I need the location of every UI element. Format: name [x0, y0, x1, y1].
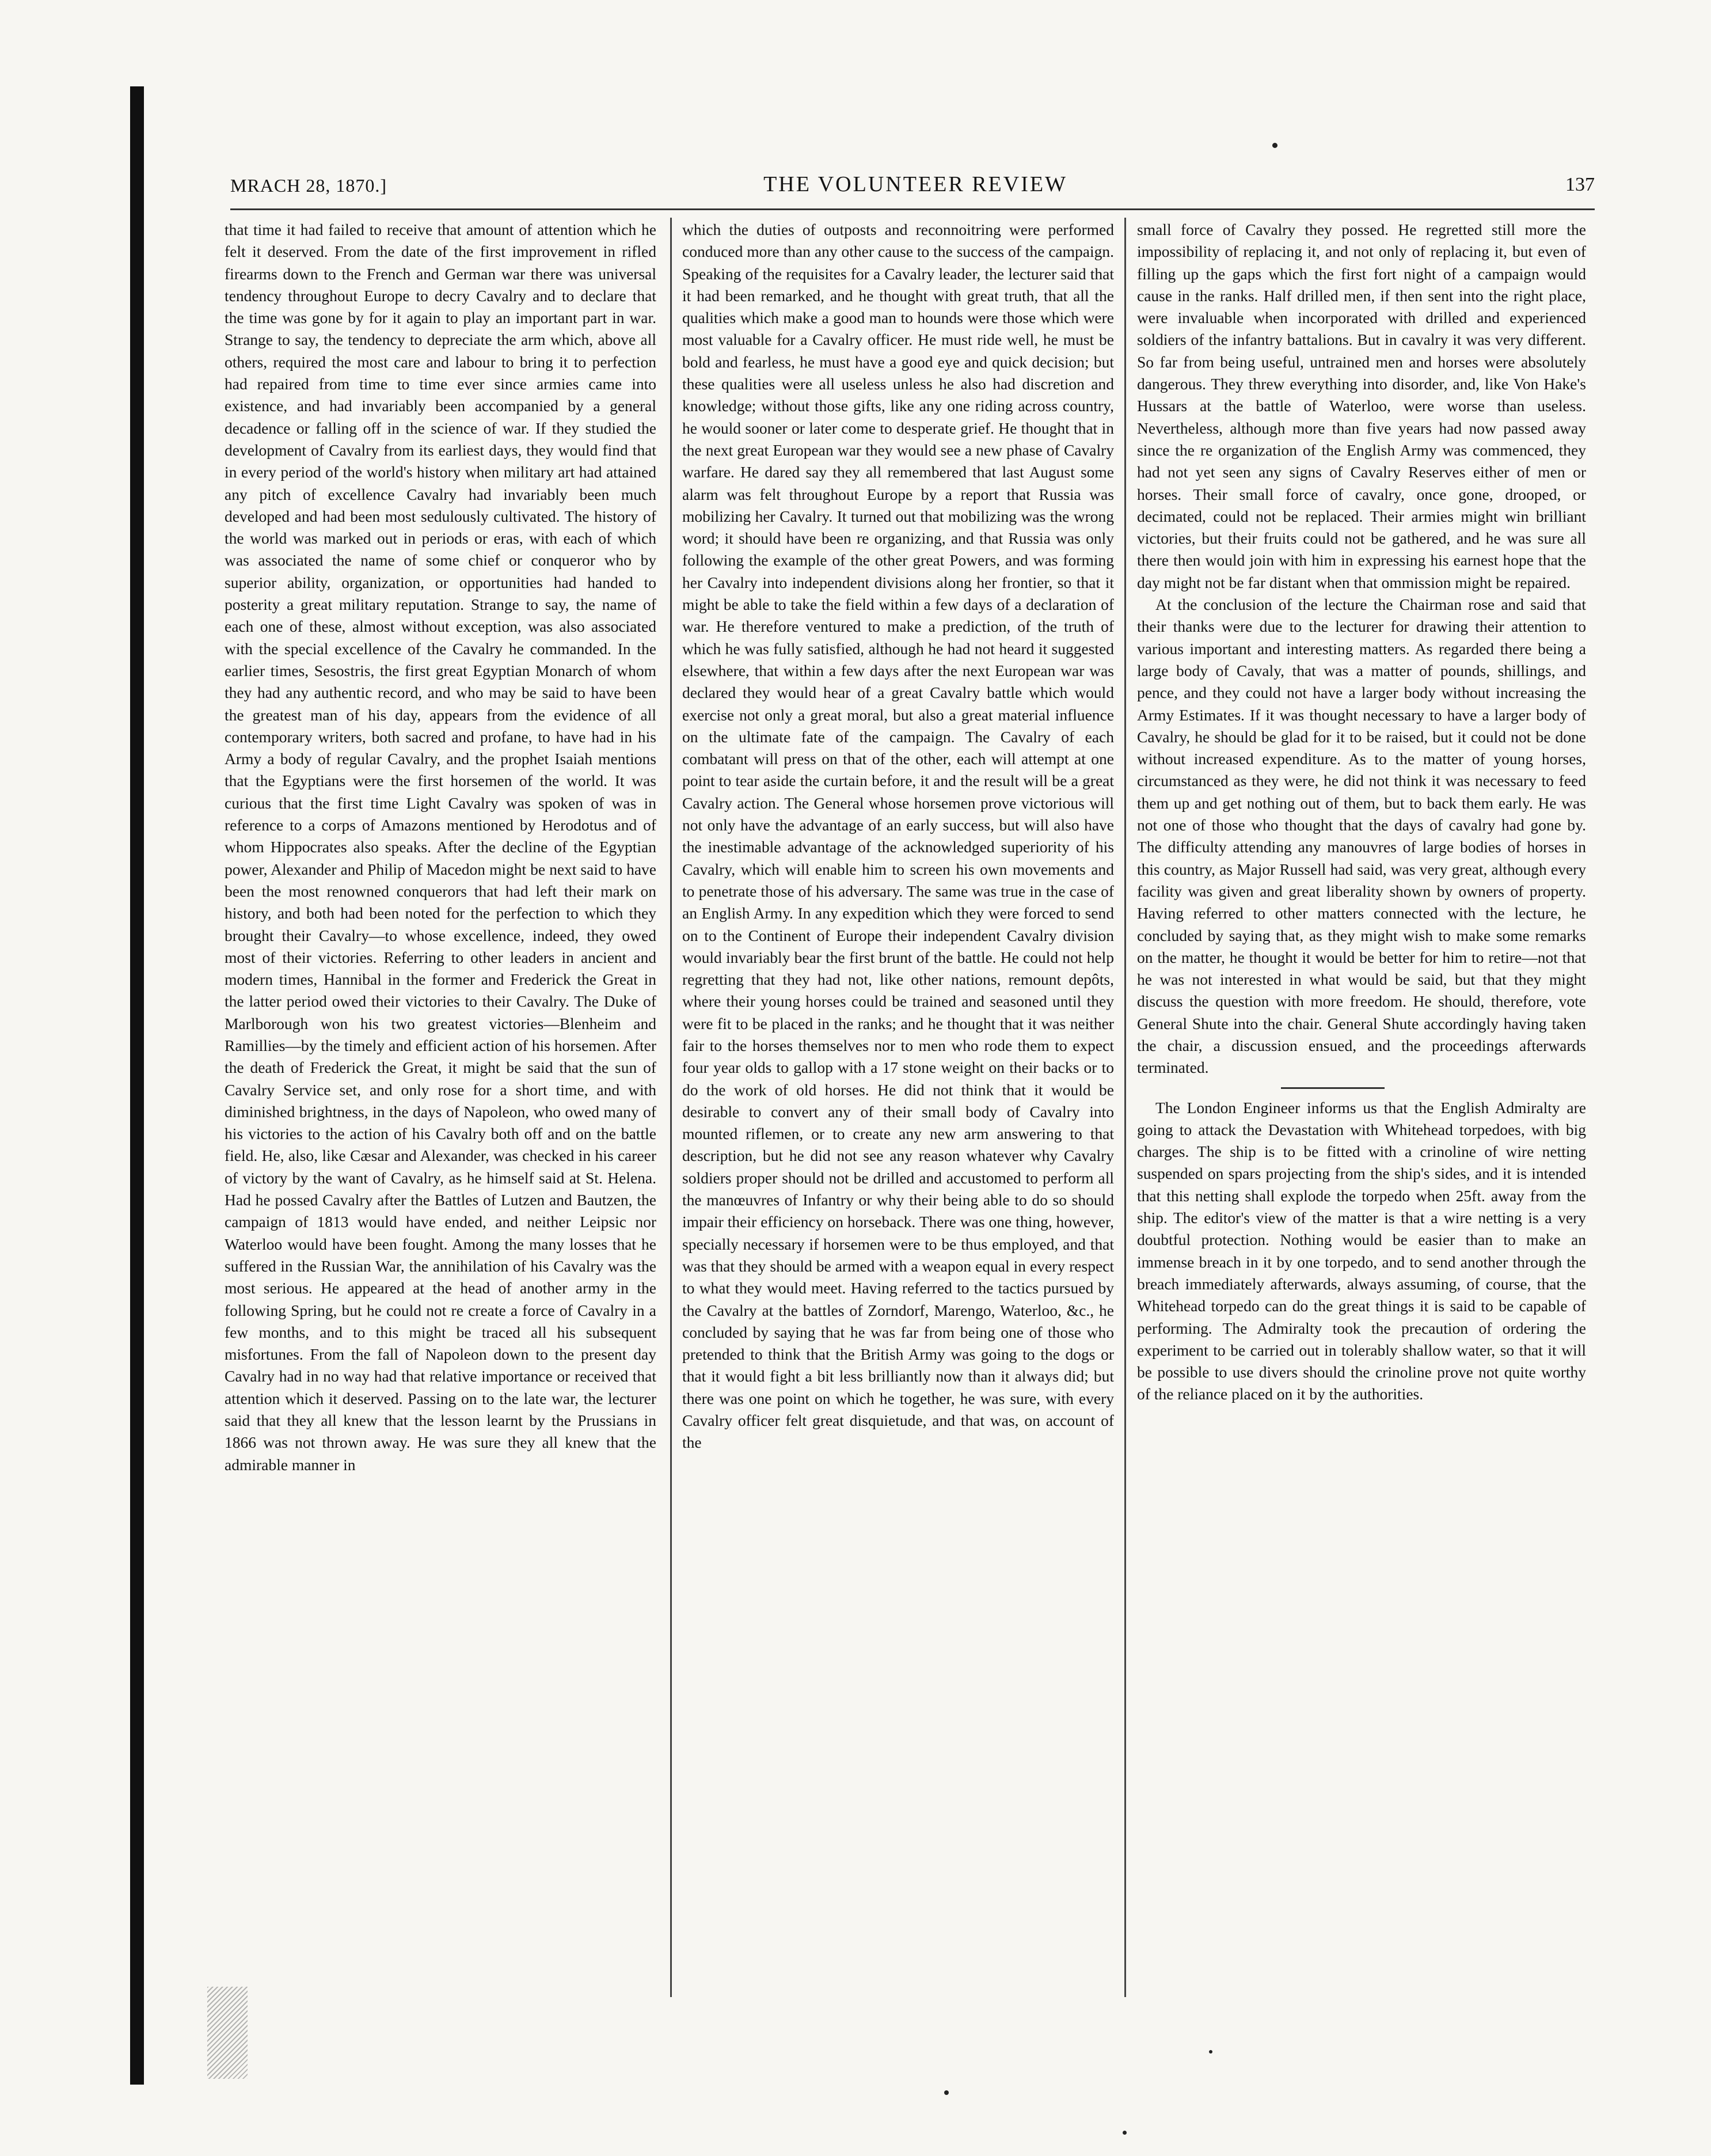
scan-speck	[1123, 2131, 1127, 2135]
section-divider	[1281, 1087, 1385, 1089]
text-column-3	[1137, 219, 1586, 2142]
text-column-2	[682, 219, 1114, 2142]
page-header	[230, 172, 1595, 206]
article-paragraph: that time it had failed to receive that amount of attention which he felt it deserved. From the date of the first improvement in rifled firearms down to the French and German war there was universal tendency throughout Europe to decry Cavalry and to declare that the time was gone by for it again to play an important part in war. Strange to say, the tendency to depreciate the arm which, above all others, required the most care and labour to bring it to perfection had repaired from time to time ever since armies came into existence, and had invariably been accompanied by a general decadence or falling off in the science of war. If they studied the development of Cavalry from its earliest days, they would find that in every period of the world's history when military art had attained any pitch of excellence Cavalry had invariably been much developed and had been most sedulously cultivated. The history of the world was marked out in periods or eras, with each of which was associated the name of some chief or conqueror who by superior ability, organization, or opportunities had handed to posterity a great military reputation. Strange to say, the name of each one of these, almost without exception, was also associated with the special excellence of the Cavalry he commanded. In the earlier times, Sesostris, the first great Egyptian Monarch of whom they had any authentic record, and who may be said to have been the greatest man of his day, appears from the evidence of all contemporary writers, both sacred and profane, to have had in his Army a body of regular Cavalry, and the prophet Isaiah mentions that the Egyptians were the first horsemen of the world. It was curious that the first time Light Cavalry was spoken of was in reference to a corps of Amazons mentioned by Herodotus and of whom Hippocrates also speaks. After the decline of the Egyptian power, Alexander and Philip of Macedon might be next said to have been the most renowned conquerors that had left their mark on history, and both had been noted for the perfection to which they brought their Cavalry—to whose excellence, indeed, they owed most of their victories. Referring to other leaders in ancient and modern times, Hannibal in the former and Frederick the Great in the latter period owed their victories to their Cavalry. The Duke of Marlborough won his two greatest victories—Blenheim and Ramillies—by the timely and efficient action of his horsemen. After the death of Frederick the Great, it might be said that the sun of Cavalry Service set, and only rose for a short time, and with diminished brightness, in the days of Napoleon, who owed many of his victories to the action of his Cavalry both off and on the battle field. He, also, like Cæsar and Alexander, was checked in his career of victory by the want of Cavalry, as he himself said at St. Helena. Had he possed Cavalry after the Battles of Lutzen and Bautzen, the campaign of 1813 would have ended, and neither Leipsic nor Waterloo would have been fought. Among the many losses that he suffered in the Russian War, the annihilation of his Cavalry was the most serious. He appeared at the head of another army in the following Spring, but he could not re create a force of Cavalry in a few months, and to this might be traced all his subsequent misfortunes. From the fall of Napoleon down to the present day Cavalry had in no way had that relative importance or received that attention which it deserved. Passing on to the late war, the lecturer said that they all knew that the lesson learnt by the Prussians in 1866 was not thrown away. He was sure they all knew that the admirable manner in	[225, 221, 656, 1474]
column-divider	[1124, 218, 1126, 1997]
scan-speck	[1272, 143, 1277, 148]
column-divider	[670, 218, 672, 1997]
issue-date: MRACH 28, 1870.]	[230, 175, 387, 196]
article-paragraph: At the conclusion of the lecture the Chairman rose and said that their thanks were due to the lecturer for drawing their attention to various important and interesting matters. As regarded there being a large body of Cavaly, that was a matter of pounds, shillings, and pence, and they could not have a larger body without increasing the Army Estimates. If it was thought necessary to have a larger body of Cavalry, he should be glad for it to be raised, but it could not be done without increased expenditure. As to the matter of young horses, circumstanced as they were, he did not think it was necessary to feed them up and get nothing out of them, but to back them early. He was not one of those who thought that the days of cavalry had gone by. The difficulty attending any manouvres of large bodies of horses in this country, as Major Russell had said, was very great, although every facility was given and great liberality shown by owners of property. Having referred to other matters connected with the lecture, he concluded by saying that, as they might wish to make some remarks on the matter, he thought it would be better for him to retire—not that he was not interested in what would be said, but that they might discuss the question with more freedom. He should, therefore, vote General Shute into the chair. General Shute accordingly having taken the chair, a discussion ensued, and the proceedings afterwards terminated.	[1137, 595, 1586, 1077]
text-column-1	[225, 219, 656, 2142]
header-rule	[230, 208, 1595, 210]
article-paragraph: small force of Cavalry they possed. He regretted still more the impossibility of replacing it, and not only of replacing it, but even of filling up the gaps which the first fort night of a campaign would cause in the ranks. Half drilled men, if then sent into the right place, were invaluable when incorporated with drilled and experienced soldiers of the infantry battalions. But in cavalry it was very different. So far from being useful, untrained men and horses were absolutely dangerous. They threw everything into disorder, and, like Von Hake's Hussars at the battle of Waterloo, were worse than useless. Nevertheless, although more than five years had now passed away since the re organization of the English Army was commenced, they had not yet seen any signs of Cavalry Reserves either of men or horses. Their small force of cavalry, once gone, drooped, or decimated, could not be replaced. Their armies might win brilliant victories, but their fruits could not be gathered, and he was sure all there then would join with him in expressing his earnest hope that the day might not be far distant when that ommission might be repaired.	[1137, 221, 1586, 591]
news-item-paragraph: The London Engineer informs us that the English Admiralty are going to attack the Devastation with Whitehead torpedoes, with big charges. The ship is to be fitted with a crinoline of wire netting suspended on spars projecting from the ship's sides, and it is intended that this netting shall explode the torpedo when 25ft. away from the ship. The editor's view of the matter is that a wire netting is a very doubtful protection. Nothing would be easier than to make an immense breach in it by one torpedo, and to send another through the breach immediately afterwards, always assuming, of course, that the Whitehead torpedo can do the great things it is said to be capable of performing. The Admiralty took the precaution of ordering the experiment to be carried out in tolerably shallow water, so that it will be possible to use divers should the crinoline prove not quite worthy of the reliance placed on it by the authorities.	[1137, 1098, 1586, 1403]
article-paragraph: which the duties of outposts and reconnoitring were performed conduced more than any other cause to the success of the campaign. Speaking of the requisites for a Cavalry leader, the lecturer said that it had been remarked, and he thought with great truth, that all the qualities which make a good man to hounds were those which were most valuable for a Cavalry officer. He must ride well, he must be bold and fearless, he must have a good eye and quick decision; but these qualities were all useless unless he also had discretion and knowledge; without those gifts, like any one riding across country, he would sooner or later come to desperate grief. He thought that in the next great European war they would see a new phase of Cavalry warfare. He dared say they all remembered that last August some alarm was felt throughout Europe by a report that Russia was mobilizing her Cavalry. It turned out that mobilizing was the wrong word; it should have been re organizing, and that Russia was only following the example of the other great Powers, and was forming her Cavalry into independent divisions along her frontier, so that it might be able to take the field within a few days of a declaration of war. He therefore ventured to make a prediction, of the truth of which he was fully satisfied, although he had not heard it suggested elsewhere, that within a few days after the next European war was declared they would hear of a great Cavalry battle which would exercise not only a great moral, but also a great material influence on the ultimate fate of the campaign. The Cavalry of each combatant will press on that of the other, each will attempt at one point to tear aside the curtain before, it and the result will be a great Cavalry action. The General whose horsemen prove victorious will not only have the advantage of an early success, but will also have the inestimable advantage of the acknowledged superiority of his Cavalry, which will enable him to screen his own movements and to penetrate those of his adversary. The same was true in the case of an English Army. In any expedition which they were forced to send on to the Continent of Europe their independent Cavalry division would invariably bear the first brunt of the battle. He could not help regretting that they had not, like other nations, remount depôts, where their young horses could be trained and seasoned until they were fit to be placed in the ranks; and he thought that it was neither fair to the horses themselves nor to men who rode them to expect four year olds to gallop with a 17 stone weight on their backs or to do the work of old horses. He did not think that it would be desirable to convert any of their small body of Cavalry into mounted riflemen, or to create any new arm answering to that description, but he did not see any reason whatever why Cavalry soldiers proper should not be drilled and accustomed to perform all the manœuvres of Infantry or why their being able to do so should impair their efficiency on horseback. There was one thing, however, specially necessary if horsemen were to be thus employed, and that was that they should be armed with a weapon equal in every respect to what they would meet. Having referred to the tactics pursued by the Cavalry at the battles of Zorndorf, Marengo, Waterloo, &c., he concluded by saying that he was far from being one of those who pretended to think that the British Army was going to the dogs or that it would fight a bit less brilliantly now than it always did; but there was one point on which he together, he was sure, with every Cavalry officer felt great disquietude, and that was, on account of the	[682, 221, 1114, 1452]
scan-binding-edge	[130, 86, 144, 2085]
page-number: 137	[1565, 174, 1595, 195]
publication-title: THE VOLUNTEER REVIEW	[763, 172, 1067, 196]
